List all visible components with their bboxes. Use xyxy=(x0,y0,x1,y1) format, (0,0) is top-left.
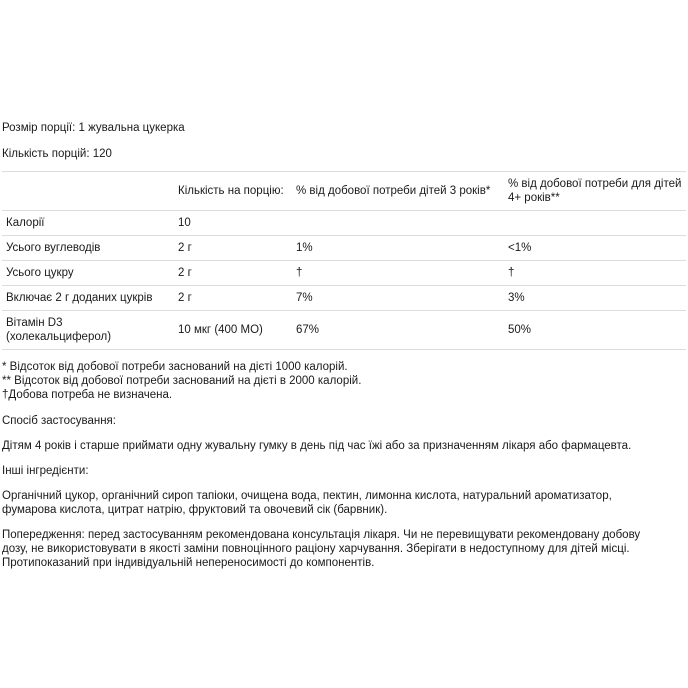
nutrient-amount: 2 г xyxy=(174,286,292,311)
nutrient-amount: 2 г xyxy=(174,236,292,261)
nutrient-name: Усього вуглеводів xyxy=(2,236,174,261)
footnote-2: ** Відсоток від добової потреби заснований на дієті в 2000 калорій. xyxy=(2,375,362,387)
nutrient-dv-4: † xyxy=(500,261,686,286)
nutrient-amount: 10 мкг (400 МО) xyxy=(174,311,292,350)
nutrient-name: Включає 2 г доданих цукрів xyxy=(2,286,174,311)
table-row xyxy=(2,261,686,286)
nutrient-dv-3 xyxy=(292,211,500,236)
header-name xyxy=(2,172,174,211)
header-dv-3-years: % від добової потреби дітей 3 років* xyxy=(292,172,500,211)
table-row xyxy=(2,211,686,236)
nutrient-dv-4: <1% xyxy=(500,236,686,261)
ingredients-line-2: фумарова кислота, цитрат натрію, фруктовий та овочевий сік (барвник). xyxy=(2,504,388,516)
table-row xyxy=(2,286,686,311)
usage-text: Дітям 4 років і старше приймати одну жувальну гумку в день під час їжі або за призначенням лікаря або фармацевта. xyxy=(2,440,632,452)
table-header-row xyxy=(2,172,686,211)
ingredients-line-1: Органічний цукор, органічний сироп тапіоки, очищена вода, пектин, лимонна кислота, натуральний ароматизатор, xyxy=(2,490,612,502)
nutrient-name: Калорії xyxy=(2,211,174,236)
warning-line-2: дозу, не використовувати в якості заміни повноцінного раціону харчування. Зберігати в недоступному для дітей місці. xyxy=(2,543,630,555)
footnote-1: * Відсоток від добової потреби заснований на дієті 1000 калорій. xyxy=(2,361,348,373)
table-row xyxy=(2,311,686,350)
nutrient-name: Вітамін D3 (холекальциферол) xyxy=(2,311,174,350)
nutrient-dv-4 xyxy=(500,211,686,236)
nutrient-dv-3: 1% xyxy=(292,236,500,261)
servings-count: Кількість порцій: 120 xyxy=(2,148,112,160)
nutrient-dv-3: 67% xyxy=(292,311,500,350)
footnote-3: †Добова потреба не визначена. xyxy=(2,389,173,401)
nutrient-name: Усього цукру xyxy=(2,261,174,286)
nutrient-dv-4: 3% xyxy=(500,286,686,311)
header-amount: Кількість на порцію: xyxy=(174,172,292,211)
nutrient-dv-4: 50% xyxy=(500,311,686,350)
ingredients-title: Інші інгредієнти: xyxy=(2,465,89,477)
serving-size: Розмір порції: 1 жувальна цукерка xyxy=(2,122,185,134)
nutrient-amount: 2 г xyxy=(174,261,292,286)
header-dv-4-years: % від добової потреби для дітей 4+ років** xyxy=(500,172,686,211)
usage-title: Спосіб застосування: xyxy=(2,415,116,427)
nutrition-table xyxy=(2,171,686,350)
table-row xyxy=(2,236,686,261)
warning-line-3: Протипоказаний при індивідуальній непереносимості до компонентів. xyxy=(2,557,375,569)
nutrient-amount: 10 xyxy=(174,211,292,236)
warning-line-1: Попередження: перед застосуванням рекомендована консультація лікаря. Чи не перевищувати рекомендовану добову xyxy=(2,529,641,541)
nutrient-dv-3: 7% xyxy=(292,286,500,311)
nutrient-dv-3: † xyxy=(292,261,500,286)
